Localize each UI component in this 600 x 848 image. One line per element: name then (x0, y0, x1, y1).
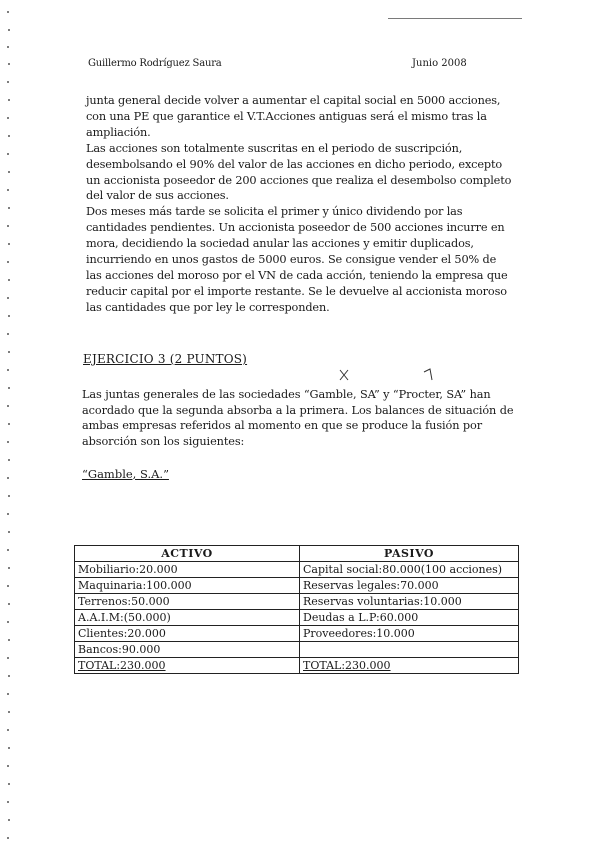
text-line: cantidades pendientes. Un accionista poseedor de 500 acciones incurre en (86, 221, 505, 235)
activo-cell: A.A.I.M:(50.000) (75, 610, 300, 626)
text-line: las cantidades que por ley le corresponden. (86, 300, 330, 314)
table-row (75, 562, 519, 578)
activo-total: TOTAL:230.000 (75, 658, 300, 674)
text-line: Las juntas generales de las sociedades “Gamble, SA” y “Procter, SA” han (82, 388, 491, 401)
total-row (75, 658, 519, 674)
exercise-paragraph (82, 387, 522, 449)
text-line: mora, decidiendo la sociedad anular las acciones y emitir duplicados, (86, 237, 474, 251)
activo-cell: Mobiliario:20.000 (75, 562, 300, 578)
exercise-title: EJERCICIO 3 (2 PUNTOS) (83, 352, 248, 366)
text-line: Las acciones son totalmente suscritas en el periodo de suscripción, (86, 141, 463, 155)
text-line: desembolsando el 90% del valor de las acciones en dicho periodo, excepto (86, 157, 502, 171)
pasivo-header: PASIVO (300, 546, 519, 562)
pasivo-cell: Reservas legales:70.000 (300, 578, 519, 594)
text-line: Dos meses más tarde se solicita el primer y único dividendo por las (86, 205, 463, 219)
text-line: absorción son los siguientes: (82, 434, 245, 448)
text-line: ambas empresas referidos al momento en que se produce la fusión por (82, 419, 483, 432)
text-line: con una PE que garantice el V.T.Acciones antiguas será el mismo tras la (86, 109, 487, 123)
pasivo-cell: Deudas a L.P:60.000 (300, 610, 519, 626)
table-row (75, 626, 519, 642)
handwritten-marks (338, 366, 448, 386)
activo-cell: Clientes:20.000 (75, 626, 300, 642)
intro-paragraph (86, 93, 526, 316)
text-line: las acciones del moroso por el VN de cada acción, teniendo la empresa que (86, 268, 508, 282)
pasivo-cell (300, 642, 519, 658)
text-line: del valor de sus acciones. (86, 189, 229, 203)
header-date: Junio 2008 (412, 58, 467, 69)
balance-sheet-table (74, 545, 519, 674)
company-name: “Gamble, S.A.” (82, 467, 169, 481)
text-line: junta general decide volver a aumentar el capital social en 5000 acciones, (86, 94, 501, 107)
pasivo-cell: Reservas voluntarias:10.000 (300, 594, 519, 610)
activo-cell: Bancos:90.000 (75, 642, 300, 658)
pasivo-cell: Proveedores:10.000 (300, 626, 519, 642)
activo-header: ACTIVO (75, 546, 300, 562)
activo-cell: Terrenos:50.000 (75, 594, 300, 610)
table-header-row (75, 546, 519, 562)
table-row (75, 642, 519, 658)
text-line: acordado que la segunda absorba a la primera. Los balances de situación de (82, 403, 514, 417)
table-row (75, 610, 519, 626)
binder-margin-marks (0, 0, 30, 848)
activo-cell: Maquinaria:100.000 (75, 578, 300, 594)
table-row (75, 578, 519, 594)
text-line: incurriendo en unos gastos de 5000 euros. Se consigue vender el 50% de (86, 253, 497, 267)
text-line: reducir capital por el importe restante. Se le devuelve al accionista moroso (86, 284, 507, 298)
text-line: ampliación. (86, 125, 151, 139)
table-row (75, 594, 519, 610)
pasivo-cell: Capital social:80.000(100 acciones) (300, 562, 519, 578)
text-line: un accionista poseedor de 200 acciones que realiza el desembolso completo (86, 173, 512, 187)
scan-top-rule (388, 18, 522, 19)
header-author: Guillermo Rodríguez Saura (88, 58, 222, 69)
pasivo-total: TOTAL:230.000 (300, 658, 519, 674)
